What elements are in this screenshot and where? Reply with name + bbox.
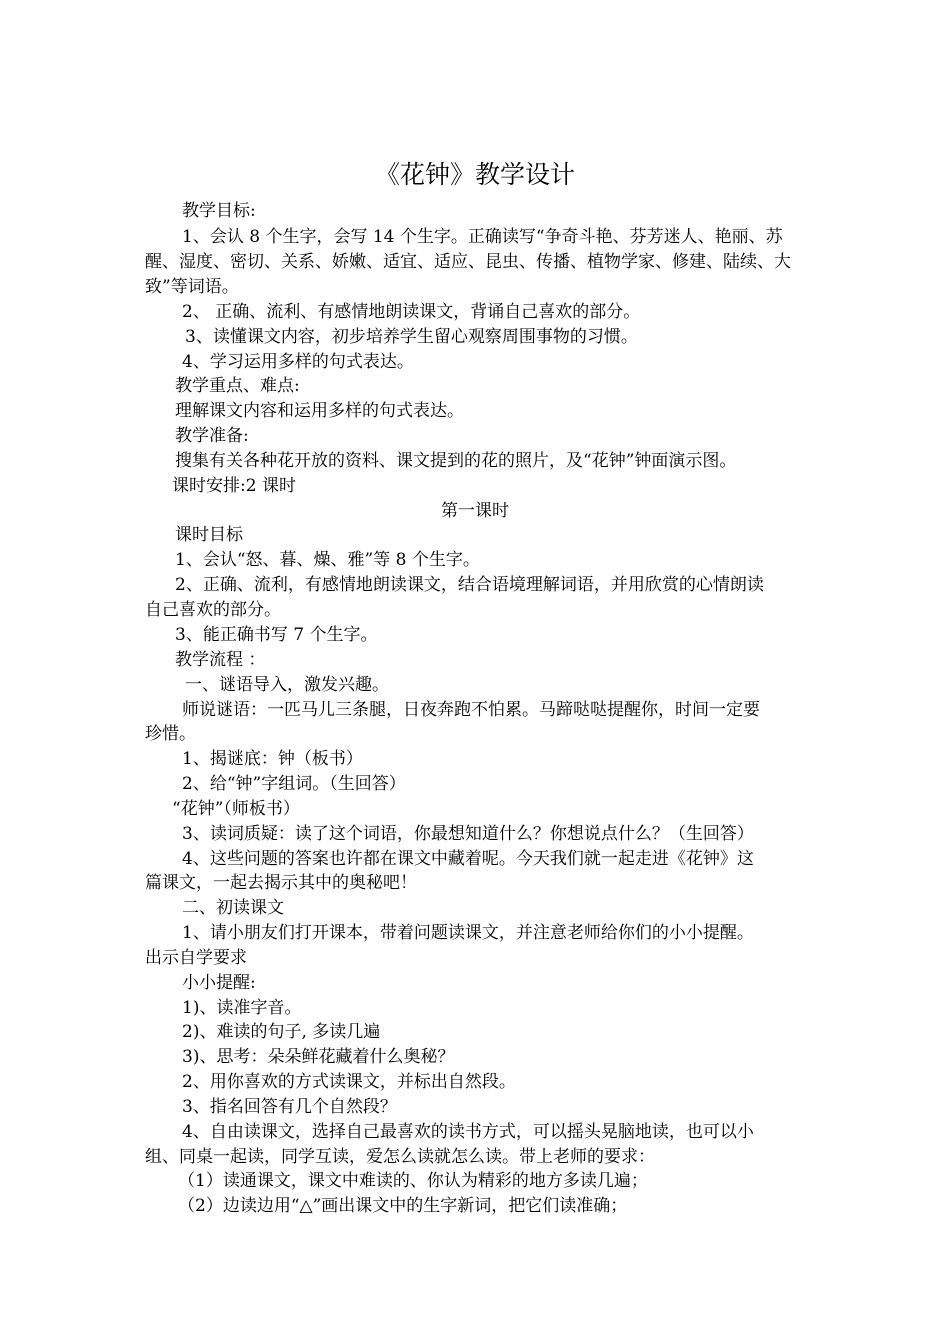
text-line: 教学目标: [182, 201, 256, 221]
text-line: 1)、读准字音。 [182, 998, 302, 1018]
text-line: 4、自由读课文，选择自己最喜欢的读书方式，可以摇头晃脑地读，也可以小 [182, 1122, 754, 1142]
text-line: 小小提醒: [182, 973, 256, 993]
text-line: 3、指名回答有几个自然段？ [182, 1097, 397, 1117]
text-line: 理解课文内容和运用多样的句式表达。 [175, 401, 464, 421]
text-line: 篇课文，一起去揭示其中的奥秘吧！ [145, 873, 417, 893]
text-line: 2、 正确、流利、有感情地朗读课文，背诵自己喜欢的部分。 [182, 302, 641, 322]
text-line: 1、会认“怒、暮、燥、雅”等 8 个生字。 [175, 550, 480, 570]
text-line: 2、正确、流利，有感情地朗读课文，结合语境理解词语，并用欣赏的心情朗读 [175, 575, 764, 595]
text-line: 课时目标 [175, 525, 243, 545]
text-line: 珍惜。 [145, 724, 196, 744]
text-line: 二、初读课文 [182, 898, 284, 918]
text-line: 组、同桌一起读，同学互读，爱怎么读就怎么读。带上老师的要求： [145, 1147, 655, 1167]
text-line: 1、会认 8 个生字，会写 14 个生字。正确读写“争奇斗艳、芬芳迷人、艳丽、苏 [182, 227, 783, 247]
text-line: 1、请小朋友们打开课本，带着问题读课文，并注意老师给你们的小小提醒。 [182, 923, 754, 943]
document-title: 《花钟》教学设计 [374, 160, 575, 189]
text-line: 自己喜欢的部分。 [145, 600, 281, 620]
text-line: （1）读通课文，课文中难读的、你认为精彩的地方多读几遍； [178, 1171, 648, 1191]
text-line: 3、能正确书写 7 个生字。 [175, 625, 378, 645]
text-line: （2）边读边用“△”画出课文中的生字新词，把它们读准确； [178, 1196, 628, 1216]
text-line: 教学重点、难点: [175, 376, 300, 396]
text-line: 教学准备: [175, 426, 249, 446]
text-line: 一、谜语导入，激发兴趣。 [185, 675, 389, 695]
text-line: “花钟”（师板书） [172, 799, 300, 819]
text-line: 2)、难读的句子, 多读几遍 [182, 1022, 381, 1042]
text-line: 3、读懂课文内容，初步培养学生留心观察周围事物的习惯。 [185, 327, 638, 347]
text-line: 4、学习运用多样的句式表达。 [182, 352, 414, 372]
text-line: 3、读词质疑：读了这个词语，你最想知道什么？你想说点什么？（生回答） [182, 824, 754, 844]
text-line: 课时安排:2 课时 [172, 476, 296, 496]
text-line: 醒、湿度、密切、关系、娇嫩、适宜、适应、昆虫、传播、植物学家、修建、陆续、大 [145, 252, 791, 272]
text-line: 致”等词语。 [145, 277, 239, 297]
text-line: 2、用你喜欢的方式读课文，并标出自然段。 [182, 1072, 516, 1092]
text-line: 师说谜语：一匹马儿三条腿，日夜奔跑不怕累。马蹄哒哒提醒你，时间一定要 [182, 700, 760, 720]
text-line: 3)、思考：朵朵鲜花藏着什么奥秘？ [182, 1047, 455, 1067]
text-line: 1、揭谜底：钟（板书） [182, 749, 363, 769]
text-line: 出示自学要求 [145, 948, 247, 968]
section-heading: 第一课时 [441, 501, 509, 521]
text-line: 2、给“钟”字组词。（生回答） [182, 774, 406, 794]
text-line: 搜集有关各种花开放的资料、课文提到的花的照片，及“花钟”钟面演示图。 [175, 451, 737, 471]
text-line: 4、这些问题的答案也许都在课文中藏着呢。今天我们就一起走进《花钟》这 [182, 849, 754, 869]
text-line: 教学流程 ： [175, 650, 266, 670]
